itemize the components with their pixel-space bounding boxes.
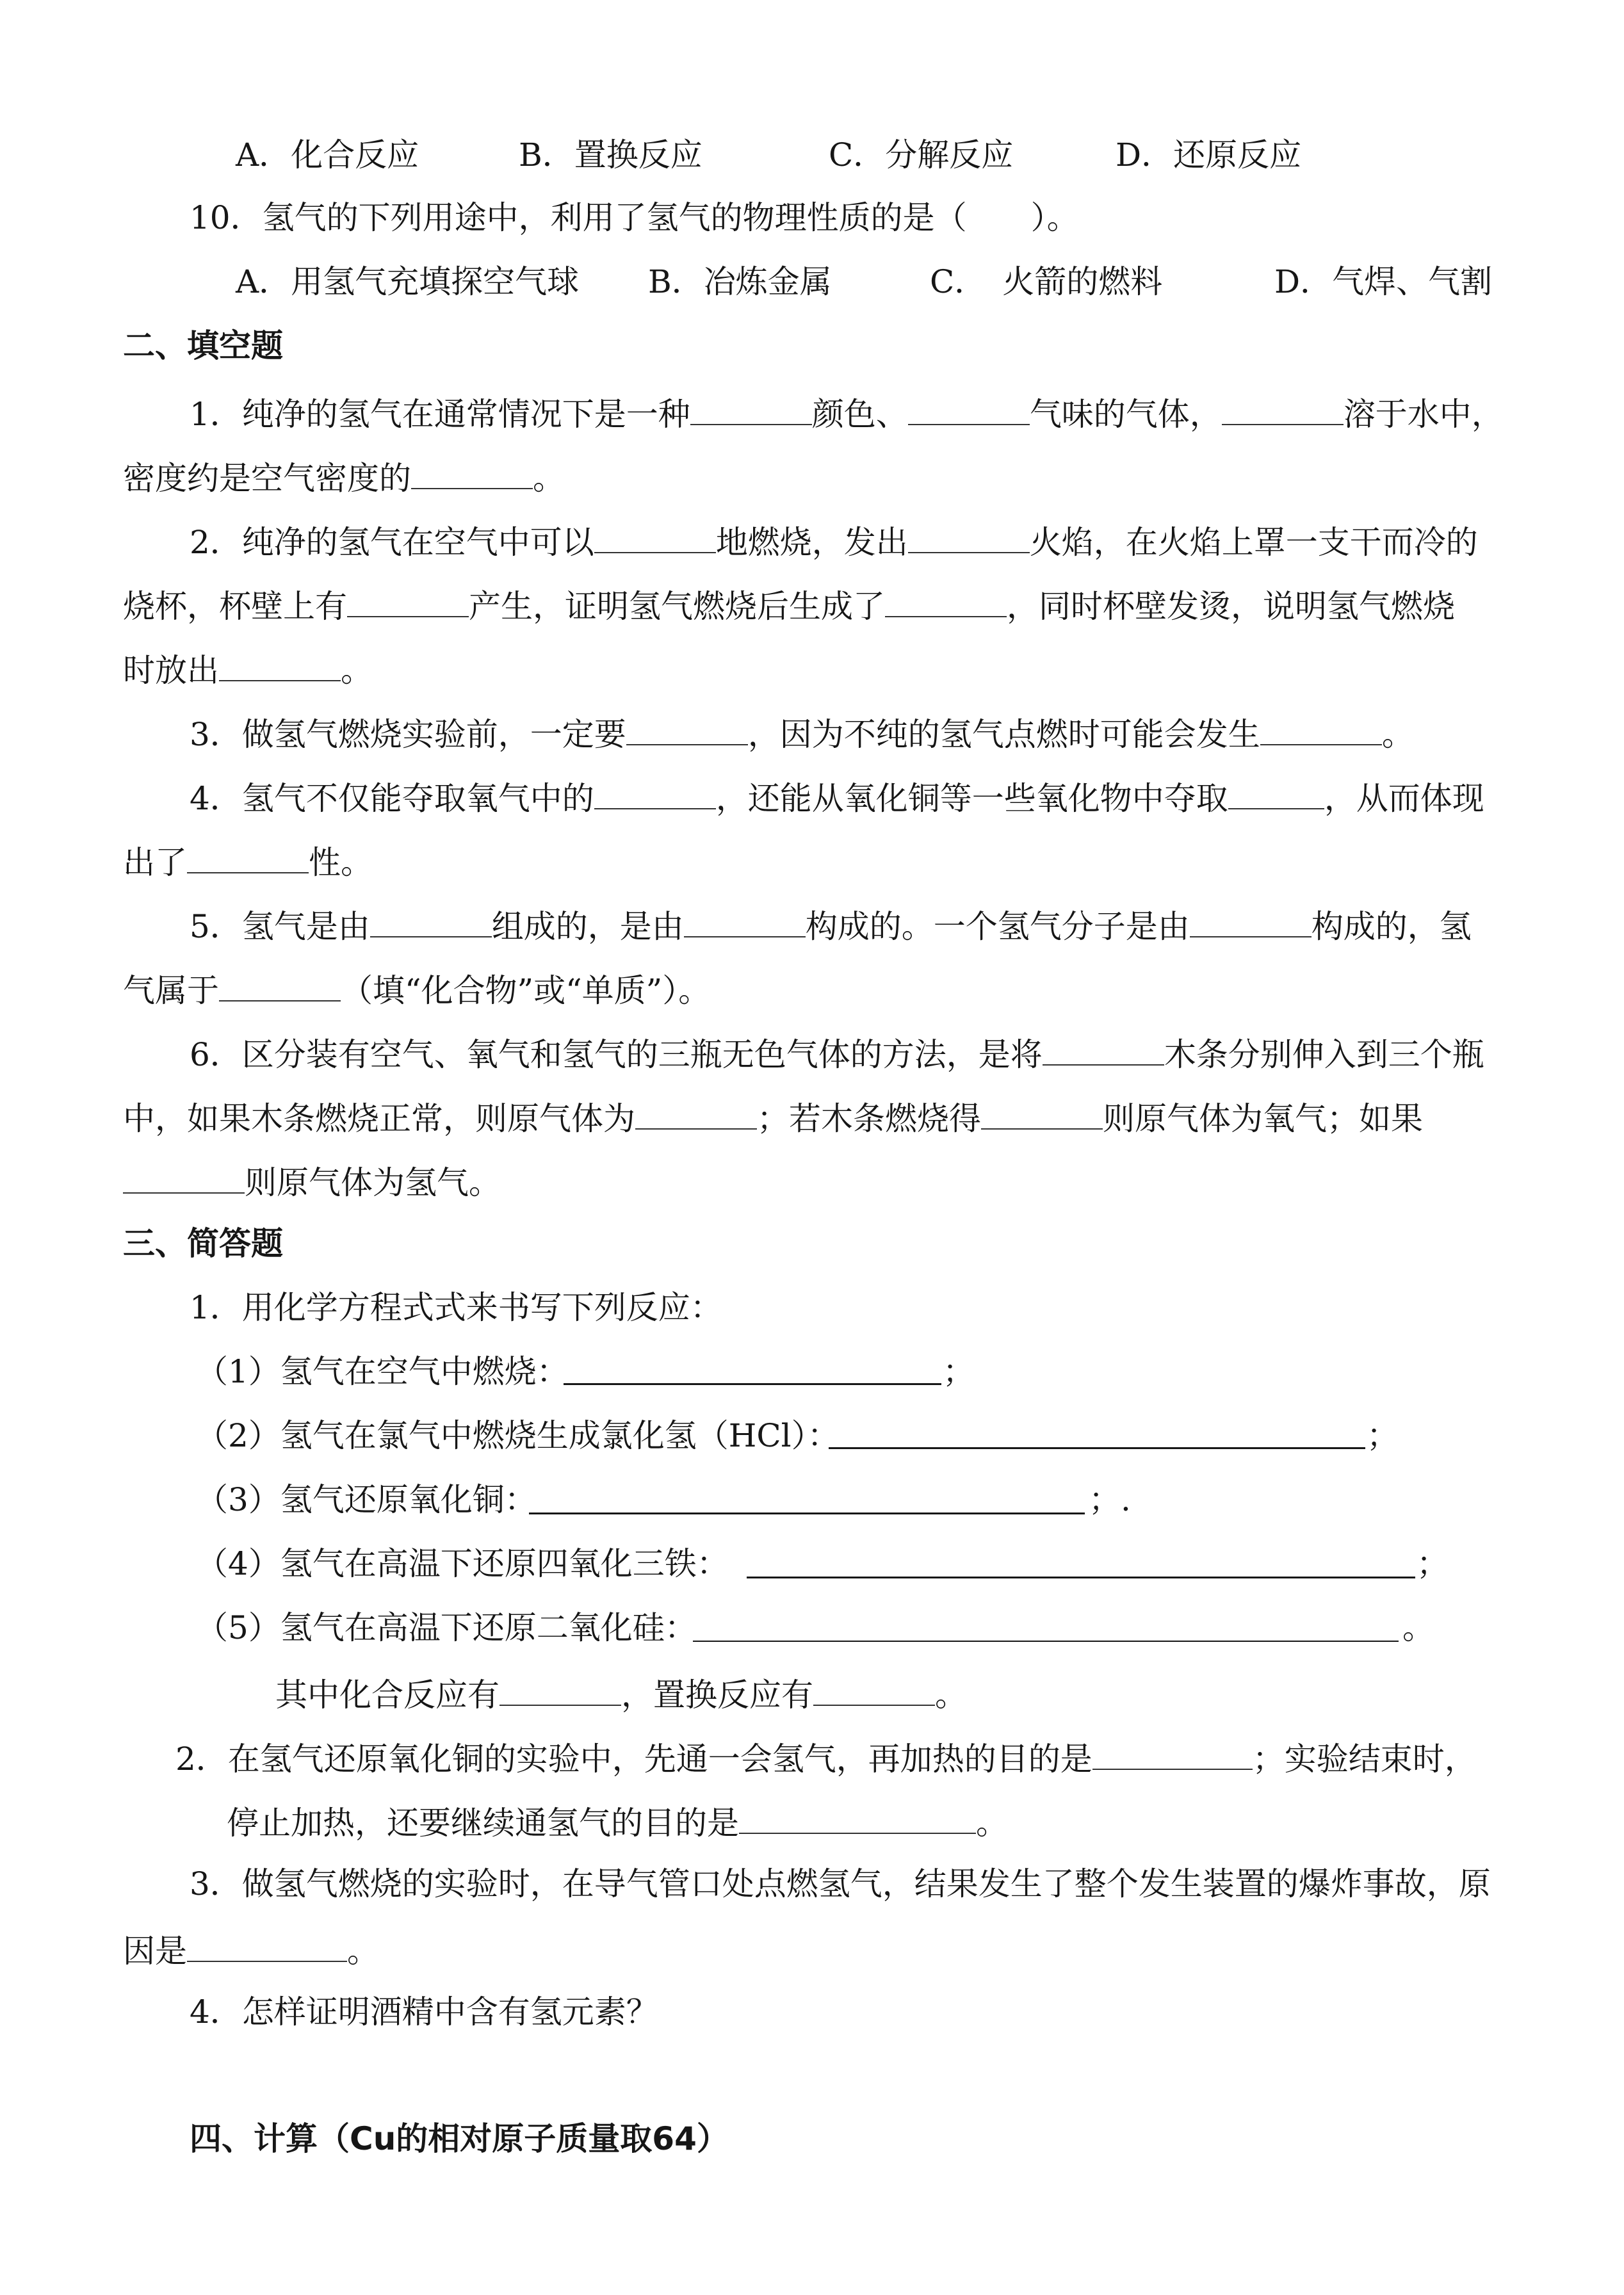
blank <box>347 584 469 617</box>
fill-q4-line1: 4．氢气不仅能夺取氧气中的 ，还能从氧化铜等一些氧化物中夺取 ，从而体现 <box>190 776 1484 818</box>
answer-line <box>693 1641 1399 1642</box>
blank <box>187 1929 347 1962</box>
q9-option-a: A．化合反应 <box>236 136 419 174</box>
blank <box>1043 1032 1164 1066</box>
section-heading-short-answer: 三、简答题 <box>123 1225 283 1262</box>
q10-option-b: B．冶炼金属 <box>648 263 832 300</box>
section-heading-fill-blank: 二、填空题 <box>123 327 283 364</box>
blank <box>370 904 492 937</box>
blank <box>739 1801 976 1834</box>
blank <box>594 776 716 809</box>
short-q3-line2: 因是 。 <box>123 1929 379 1970</box>
fill-q6-line1: 6．区分装有空气、氧气和氢气的三瓶无色气体的方法，是将 木条分别伸入到三个瓶 <box>190 1032 1484 1074</box>
blank <box>187 840 309 873</box>
short-q4: 4．怎样证明酒精中含有氢元素？ <box>190 1993 658 2031</box>
blank <box>594 520 716 553</box>
short-q1-item3-end: ；. <box>1089 1481 1131 1518</box>
short-q3-line1: 3．做氢气燃烧的实验时，在导气管口处点燃氢气，结果发生了整个发生装置的爆炸事故，原 <box>190 1865 1491 1902</box>
q10-option-d: D．气焊、气割 <box>1274 263 1493 300</box>
fill-q1-line2: 密度约是空气密度的 。 <box>123 456 565 498</box>
short-q1-stem: 1．用化学方程式式来书写下列反应： <box>190 1289 722 1326</box>
blank <box>1092 1737 1253 1770</box>
fill-q1-line1: 1．纯净的氢气在通常情况下是一种 颜色、 气味的气体， 溶于水中， <box>190 392 1504 434</box>
fill-q5-line2: 气属于 （填“化合物”或“单质”）。 <box>123 968 710 1010</box>
blank <box>635 1096 757 1130</box>
blank <box>1260 712 1382 745</box>
short-q2-line1: 2．在氢气还原氧化铜的实验中，先通一会氢气，再加热的目的是 ；实验结束时， <box>175 1737 1477 1778</box>
short-q1-item4: （4）氢气在高温下还原四氧化三铁： <box>196 1545 729 1582</box>
answer-line <box>747 1577 1415 1578</box>
blank <box>1222 392 1344 425</box>
short-q1-item5: （5）氢气在高温下还原二氧化硅： <box>196 1609 697 1646</box>
short-q1-item2-end: ； <box>1367 1417 1399 1454</box>
q10-option-c: C． 火箭的燃料 <box>930 263 1163 300</box>
blank <box>908 520 1030 553</box>
blank <box>690 392 812 425</box>
blank <box>123 1160 245 1194</box>
blank <box>499 1673 621 1706</box>
blank <box>411 456 533 489</box>
blank <box>684 904 806 937</box>
fill-q2-line3: 时放出 。 <box>123 648 373 690</box>
fill-q4-line2: 出了 性。 <box>123 840 373 882</box>
blank <box>1190 904 1311 937</box>
answer-line <box>829 1447 1365 1449</box>
blank <box>981 1096 1103 1130</box>
fill-q2-line1: 2．纯净的氢气在空气中可以 地燃烧，发出 火焰，在火焰上罩一支干而冷的 <box>190 520 1478 562</box>
short-q1-item3: （3）氢气还原氧化铜： <box>196 1481 537 1518</box>
blank <box>219 648 341 681</box>
fill-q3: 3．做氢气燃烧实验前，一定要 ，因为不纯的氢气点燃时可能会发生 。 <box>190 712 1414 754</box>
short-q1-item5-end: 。 <box>1402 1609 1434 1646</box>
blank <box>813 1673 935 1706</box>
answer-line <box>564 1383 941 1385</box>
short-q2-line2: 停止加热，还要继续通氢气的目的是 。 <box>227 1801 1008 1842</box>
blank <box>626 712 748 745</box>
short-q1-item1: （1）氢气在空气中燃烧： <box>196 1353 569 1390</box>
short-q1-item1-end: ； <box>943 1353 975 1390</box>
fill-q6-line3: 则原气体为氢气。 <box>123 1160 501 1202</box>
short-q1-summary: 其中化合反应有 ，置换反应有 。 <box>275 1673 967 1714</box>
q10-stem: 10．氢气的下列用途中，利用了氢气的物理性质的是（ ）。 <box>190 199 1079 236</box>
fill-q6-line2: 中，如果木条燃烧正常，则原气体为 ；若木条燃烧得 则原气体为氧气；如果 <box>123 1096 1423 1138</box>
q10-option-a: A．用氢气充填探空气球 <box>236 263 580 300</box>
answer-line <box>529 1512 1085 1514</box>
q9-option-d: D．还原反应 <box>1116 136 1302 174</box>
q9-option-b: B．置换反应 <box>519 136 702 174</box>
section-heading-calculation: 四、计算（Cu的相对原子质量取64） <box>190 2120 729 2157</box>
fill-q2-line2: 烧杯，杯壁上有 产生，证明氢气燃烧后生成了 ，同时杯壁发烫，说明氢气燃烧 <box>123 584 1455 626</box>
blank <box>885 584 1007 617</box>
q9-option-c: C．分解反应 <box>829 136 1014 174</box>
blank <box>1228 776 1324 809</box>
blank <box>219 968 341 1002</box>
blank <box>908 392 1030 425</box>
short-q1-item4-end: ； <box>1417 1545 1449 1582</box>
fill-q5-line1: 5．氢气是由 组成的，是由 构成的。一个氢气分子是由 构成的，氢 <box>190 904 1472 946</box>
short-q1-item2: （2）氢气在氯气中燃烧生成氯化氢（HCl）： <box>196 1417 840 1454</box>
